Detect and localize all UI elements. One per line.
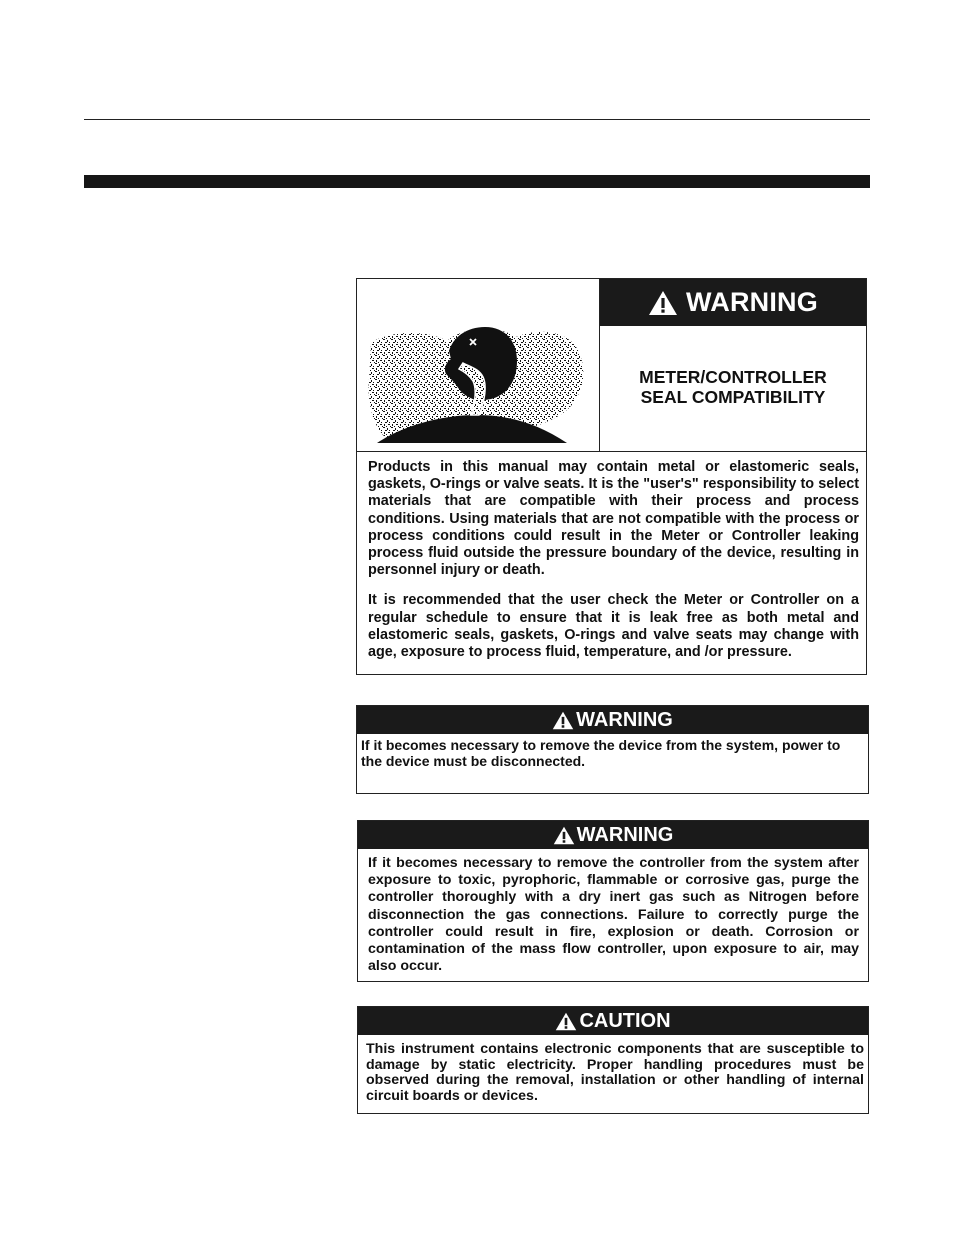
warning-subject (600, 367, 866, 407)
header-rule (84, 119, 870, 120)
warning-text: If it becomes necessary to remove the controller from the system after exposure to toxic, pyrophoric, flammable or corrosive gas, purge the controller thoroughly with a dry inert gas such as Nitrogen before disconnection the gas connections. Failure to correctly purge the controller could result in fire, explosion or death. Corrosion or contamination of the mass flow controller, upon exposure to air, may also occur. (368, 855, 859, 975)
warning-header-area (357, 279, 866, 452)
power-disconnect-warning (356, 705, 869, 794)
warning-triangle-icon (553, 826, 575, 845)
caution-text: This instrument contains electronic components that are susceptible to damage by static electricity. Proper handling procedures must be observed during the removal, installation or other handling of internal circuit boards or devices. (366, 1041, 864, 1104)
warning-triangle-icon (555, 1012, 577, 1031)
warning-banner (358, 821, 868, 849)
static-electricity-caution (357, 1006, 869, 1114)
warning-triangle-icon (648, 290, 678, 316)
toxic-gas-inhalation-icon (367, 323, 589, 443)
seal-compatibility-warning (356, 278, 867, 675)
warning-triangle-icon (552, 711, 574, 730)
caution-banner (358, 1007, 868, 1035)
hazard-pictogram (357, 279, 600, 451)
warning-banner (600, 279, 866, 326)
warning-text: If it becomes necessary to remove the device from the system, power to the device must be disconnected. (361, 737, 841, 769)
warning-paragraph-2: It is recommended that the user check the Meter or Controller on a regular schedule to ensure that it is leak free as both metal and elastomeric seals, gaskets, O-rings and valve seats may change with age, exposure to process fluid, temperature, and /or pressure. (368, 592, 859, 661)
caution-title: CAUTION (579, 1009, 671, 1032)
subject-line-2: SEAL COMPATIBILITY (640, 387, 826, 407)
warning-title: WARNING (576, 708, 673, 731)
warning-paragraph-1: Products in this manual may contain metal or elastomeric seals, gaskets, O-rings or valve seats. It is the "user's" responsibility to select materials that are compatible with their process and process conditions. Using materials that are not compatible with the process or process conditions could result in the Meter or Controller leaking process fluid outside the pressure boundary of the device, resulting in personnel injury or death. (368, 459, 859, 579)
warning-banner (357, 706, 868, 734)
warning-title: WARNING (576, 823, 674, 846)
warning-title: WARNING (686, 287, 818, 317)
subject-line-1: METER/CONTROLLER (639, 367, 827, 387)
warning-body (368, 459, 859, 674)
toxic-gas-purge-warning (357, 820, 869, 982)
section-bar (84, 175, 870, 188)
